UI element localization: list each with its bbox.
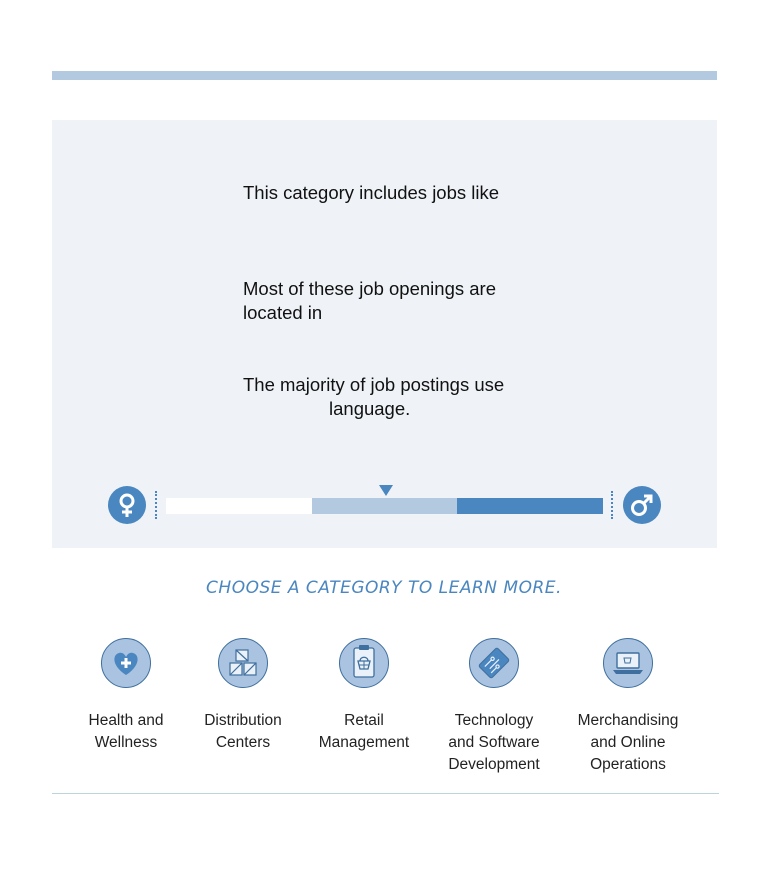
category-label[interactable]: Distribution Centers: [204, 712, 282, 751]
clipboard-basket-icon[interactable]: [339, 638, 389, 688]
category-merchandising-online[interactable]: [558, 638, 698, 776]
laptop-icon[interactable]: [603, 638, 653, 688]
scale-marker-icon: [379, 485, 393, 496]
circuit-board-icon[interactable]: [469, 638, 519, 688]
jobs-like-text: This category includes jobs like: [243, 182, 500, 203]
location-text: Most of these job openings are located in: [243, 278, 496, 323]
scale-right-dotted-line: [611, 491, 613, 519]
boxes-icon[interactable]: [218, 638, 268, 688]
choose-category-prompt: CHOOSE A CATEGORY TO LEARN MORE.: [206, 578, 562, 598]
scale-segment-dark: [457, 498, 603, 514]
category-info-panel: [52, 120, 717, 548]
language-text-pre: The majority of job postings use: [243, 374, 505, 395]
scale-segment-light: [312, 498, 457, 514]
category-label[interactable]: Health and Wellness: [88, 712, 164, 751]
top-divider: [52, 71, 717, 80]
category-technology-software[interactable]: [424, 638, 564, 776]
female-symbol-icon: [108, 486, 146, 524]
category-retail-management[interactable]: [294, 638, 434, 754]
category-label[interactable]: Retail Management: [318, 712, 410, 751]
heart-plus-icon[interactable]: [101, 638, 151, 688]
male-symbol-icon: [623, 486, 661, 524]
category-label[interactable]: Technology and Software Development: [448, 712, 540, 773]
category-distribution-centers[interactable]: [173, 638, 313, 754]
language-text: [243, 373, 543, 421]
scale-left-dotted-line: [155, 491, 157, 519]
language-text-post: language.: [329, 398, 411, 419]
scale-segment-neutral: [166, 498, 312, 514]
category-label[interactable]: Merchandising and Online Operations: [577, 712, 679, 773]
bottom-divider: [52, 793, 719, 794]
